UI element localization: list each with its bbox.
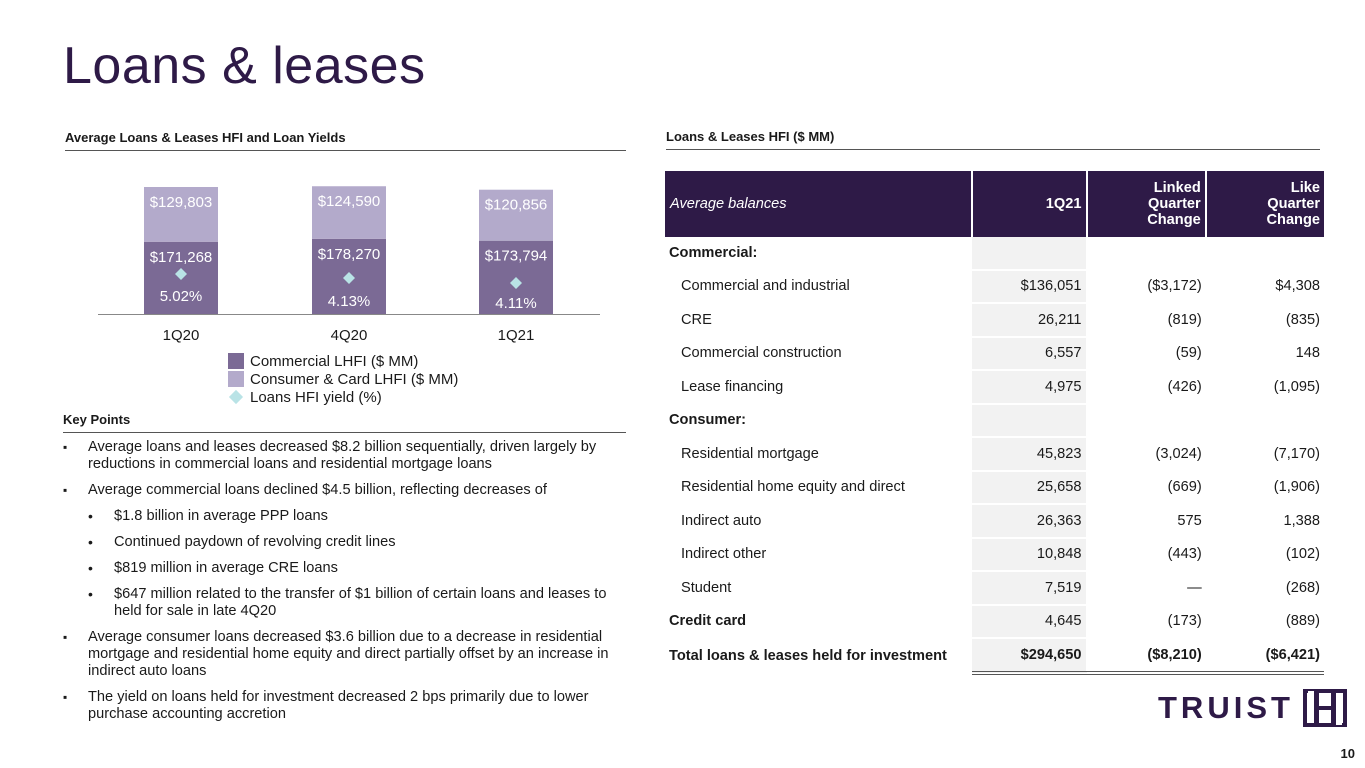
row-label: Residential mortgage [665, 437, 972, 471]
row-label: CRE [665, 303, 972, 337]
cell-q [972, 237, 1086, 270]
table-row [665, 571, 1324, 605]
cell-linked [1087, 404, 1206, 438]
bullet-icon: ▪ [63, 440, 68, 454]
page-title: Loans & leases [63, 37, 426, 95]
key-point-text: $1.8 billion in average PPP loans [114, 508, 328, 524]
cell-like: (102) [1206, 538, 1324, 572]
cell-q: $136,051 [972, 270, 1086, 304]
x-tick-1q20: 1Q20 [162, 327, 200, 344]
row-label: Credit card [665, 605, 972, 639]
cell-like: (268) [1206, 571, 1324, 605]
truist-logo-icon [1302, 688, 1348, 728]
table-row [665, 337, 1324, 371]
cell-linked: — [1087, 571, 1206, 605]
key-point-text: Average consumer loans decreased $3.6 billion due to a decrease in residential mortgage and residential home equity and direct partially offset by an increase in indirect auto loans [88, 629, 609, 679]
cell-linked: ($8,210) [1087, 638, 1206, 673]
cell-q: 7,519 [972, 571, 1086, 605]
row-label: Indirect other [665, 538, 972, 572]
bullet-icon: • [88, 560, 93, 576]
cell-linked: (443) [1087, 538, 1206, 572]
label-consumer-4q20: $124,590 [317, 193, 381, 211]
legend-item-consumer [228, 370, 458, 388]
key-point-text: $647 million related to the transfer of $1 billion of certain loans and leases to held for sale in late 4Q20 [114, 586, 607, 619]
x-tick-1q21: 1Q21 [497, 327, 535, 344]
header-average-balances: Average balances [665, 171, 972, 237]
legend-swatch-commercial [228, 353, 244, 369]
key-points-title: Key Points [63, 412, 626, 433]
label-consumer-1q20: $129,803 [149, 194, 213, 211]
header-like-quarter [1206, 171, 1324, 237]
label-yield-1q20: 5.02% [159, 288, 203, 305]
header-linked-quarter [1087, 171, 1206, 237]
cell-linked [1087, 237, 1206, 270]
page-number: 10 [1340, 746, 1355, 761]
cell-q: 6,557 [972, 337, 1086, 371]
cell-linked: (426) [1087, 370, 1206, 404]
label-yield-1q21: 4.11% [495, 295, 537, 312]
label-commercial-1q21: $173,794 [484, 247, 548, 265]
legend-diamond-icon [229, 390, 243, 404]
legend-label-consumer: Consumer & Card LHFI ($ MM) [250, 370, 459, 388]
table-row [665, 538, 1324, 572]
row-label: Total loans & leases held for investment [665, 638, 972, 673]
bullet-icon: • [88, 508, 93, 524]
cell-q [972, 404, 1086, 438]
cell-like [1206, 237, 1324, 270]
logo-wordmark: TRUIST [1158, 690, 1294, 725]
header-linked-quarter-text: Linked Quarter Change [1147, 180, 1201, 228]
cell-linked: (173) [1087, 605, 1206, 639]
cell-q: 4,975 [972, 370, 1086, 404]
row-label: Indirect auto [665, 504, 972, 538]
legend-label-commercial: Commercial LHFI ($ MM) [250, 352, 419, 370]
cell-like [1206, 404, 1324, 438]
table-row [665, 237, 1324, 270]
table-row [665, 437, 1324, 471]
bullet-icon: ▪ [63, 630, 68, 644]
table-header-row [665, 171, 1324, 237]
table-row [665, 638, 1324, 673]
cell-q: $294,650 [972, 638, 1086, 673]
header-like-quarter-text: Like Quarter Change [1266, 180, 1320, 228]
cell-linked: ($3,172) [1087, 270, 1206, 304]
row-label: Residential home equity and direct [665, 471, 972, 505]
cell-like: (7,170) [1206, 437, 1324, 471]
table-row [665, 605, 1324, 639]
cell-like: 1,388 [1206, 504, 1324, 538]
chart-section-title: Average Loans & Leases HFI and Loan Yields [65, 130, 626, 151]
key-point-text: The yield on loans held for investment decreased 2 bps primarily due to lower purchase accounting accretion [88, 689, 589, 722]
cell-linked: (3,024) [1087, 437, 1206, 471]
table-section-title: Loans & Leases HFI ($ MM) [666, 129, 1320, 150]
cell-like: ($6,421) [1206, 638, 1324, 673]
cell-q: 45,823 [972, 437, 1086, 471]
legend-swatch-consumer [228, 371, 244, 387]
legend-item-commercial [228, 352, 458, 370]
row-label: Lease financing [665, 370, 972, 404]
row-label: Student [665, 571, 972, 605]
table-row [665, 504, 1324, 538]
row-label: Commercial construction [665, 337, 972, 371]
key-point-text: $819 million in average CRE loans [114, 560, 338, 576]
row-label: Consumer: [665, 404, 972, 438]
cell-like: $4,308 [1206, 270, 1324, 304]
cell-linked: (669) [1087, 471, 1206, 505]
cell-q: 26,363 [972, 504, 1086, 538]
legend-label-yield: Loans HFI yield (%) [250, 388, 382, 406]
key-point-item [63, 689, 633, 723]
cell-like: 148 [1206, 337, 1324, 371]
table-row [665, 370, 1324, 404]
legend-item-yield [228, 388, 458, 406]
loans-chart [63, 160, 623, 350]
key-point-item [63, 560, 633, 577]
table-row [665, 270, 1324, 304]
key-point-item [63, 482, 633, 499]
row-label: Commercial: [665, 237, 972, 270]
cell-q: 10,848 [972, 538, 1086, 572]
label-commercial-1q20: $171,268 [149, 248, 213, 266]
row-label: Commercial and industrial [665, 270, 972, 304]
chart-legend [228, 352, 458, 406]
cell-like: (835) [1206, 303, 1324, 337]
bullet-icon: ▪ [63, 690, 68, 704]
key-point-text: Average loans and leases decreased $8.2 billion sequentially, driven largely by reductions in commercial loans and residential mortgage loans [88, 439, 597, 472]
truist-logo [1158, 688, 1348, 728]
label-consumer-1q21: $120,856 [484, 196, 548, 214]
cell-q: 25,658 [972, 471, 1086, 505]
cell-like: (1,095) [1206, 370, 1324, 404]
key-point-text: Average commercial loans declined $4.5 billion, reflecting decreases of [88, 482, 547, 498]
cell-linked: (819) [1087, 303, 1206, 337]
key-point-item [63, 534, 633, 551]
key-point-item [63, 586, 633, 620]
cell-linked: 575 [1087, 504, 1206, 538]
table-row [665, 471, 1324, 505]
x-tick-4q20: 4Q20 [330, 327, 368, 344]
table-body [665, 237, 1324, 673]
key-point-item [63, 629, 633, 680]
bullet-icon: • [88, 586, 93, 602]
loans-table [665, 171, 1324, 675]
cell-like: (889) [1206, 605, 1324, 639]
header-1q21: 1Q21 [972, 171, 1086, 237]
bullet-icon: • [88, 534, 93, 550]
key-point-item [63, 508, 633, 525]
table-row [665, 303, 1324, 337]
label-commercial-4q20: $178,270 [317, 245, 381, 263]
label-yield-4q20: 4.13% [327, 293, 371, 310]
key-point-text: Continued paydown of revolving credit lines [114, 534, 396, 550]
table-row [665, 404, 1324, 438]
key-point-item [63, 439, 633, 473]
cell-linked: (59) [1087, 337, 1206, 371]
bullet-icon: ▪ [63, 483, 68, 497]
cell-q: 4,645 [972, 605, 1086, 639]
cell-q: 26,211 [972, 303, 1086, 337]
key-points-list [63, 439, 633, 732]
cell-like: (1,906) [1206, 471, 1324, 505]
